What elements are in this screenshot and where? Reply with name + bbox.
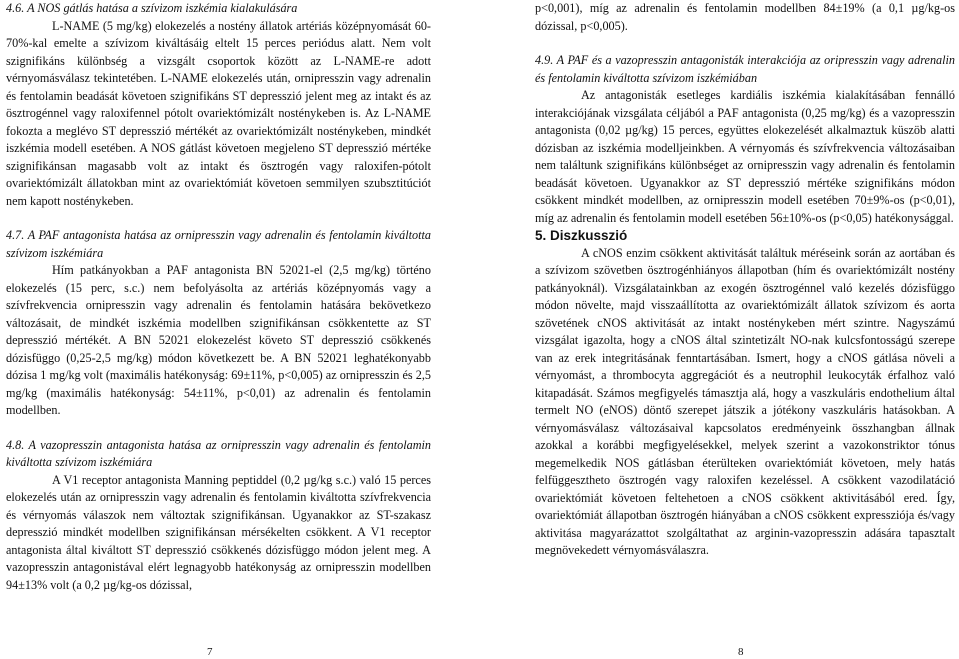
section-4-8-heading: 4.8. A vazopresszin antagonista hatása az ornipresszin vagy adrenalin és fentolamin kiváltotta szívizom iszkémiára	[6, 437, 431, 469]
spacer	[6, 210, 431, 227]
section-4-8-paragraph: A V1 receptor antagonista Manning peptiddel (0,2 µg/kg s.c.) való 15 perces elokezelés után az ornipresszin vagy adrenalin és fentolamin kiváltotta szívfrekvencia és vérnyomás válaszok nem változtak szignifikánsan. Ugyanakkor az ST-szakasz depresszió mindkét modellben szignifikánsan mérsékelten csökkent. A V1 receptor antagonista által kiváltott ST depresszió csökkenés dózisfüggo módon jelent meg. A vazopresszin antagonistával elért legnagyobb hatékonyság az ornipresszin modellben 94±13% volt (a 0,2 µg/kg-os dózissal,	[6, 472, 431, 592]
page-number-right: 8	[738, 646, 744, 658]
continued-paragraph: p<0,001), míg az adrenalin és fentolamin modellben 84±19% (a 0,1 µg/kg-os dózissal, p<0,005).	[535, 1, 955, 33]
page-number-left: 7	[207, 646, 213, 658]
right-page-column	[535, 0, 955, 560]
spacer	[6, 420, 431, 437]
section-4-9-paragraph: Az antagonisták esetleges kardiális iszkémia kialakításában fennálló interakciójának vizsgálata céljából a PAF antagonista (0,25 mg/kg) és a vazopresszin antagonista (0,02 µg/kg) 15 perces, együttes elokezelését alkalmaztuk küszöb alatti dózisban az iszkémia modelljeinkben. A vérnyomás és szívfrekvencia változásaiban nem találtunk szignifikáns különbséget az ornipresszin vagy adrenalin és fentolamin beadását követoen. Ugyanakkor az ST depresszió mértéke szignifikáns módon csökkent mindkét modellben, az ornipresszin modell esetében 70±9%-os (p<0,01), míg az adrenalin és fentolamin modell esetében 56±10%-os (p<0,05) hatékonysággal.	[535, 88, 955, 225]
spacer	[535, 35, 955, 52]
left-page-column	[6, 0, 431, 594]
section-5-paragraph: A cNOS enzim csökkent aktivitását találtuk méréseink során az aortában és a szívizom szövetben ösztrogénhiányos állapotban (hím és ovariektómizált nostény patkányoknál). Vizsgálatainkban az exogén ösztrogénnel való kezelés dózisfüggo módon növelte, majd visszaállította az ovariektómizált állatok szívizom és aorta szövetének cNOS aktivitását az intakt nosténykeben mért szintre. Nagyszámú vizsgálat igazolta, hogy a cNOS által szintetizált NO-nak kulcsfontosságú szerepe van az erek integritásának fenntartásában. Ismert, hogy a cNOS gátlása növeli a vérnyomást, a thrombocyta aggregációt és a neutrophil leukocyták érfalhoz való kitapadását. Számos megfigyelés támasztja alá, hogy a vaszkuláris endothelium által termelt NO (eNOS) döntő szerepet játszik a jótékony vaszkuláris hatásokban. A vérnyomásválasz változásaival kapcsolatos eredményeink összhangban állnak azokkal a korábbi megfigyelésekkel, melyek szerint a vazokonstriktor tónus megemelkedik NOS gátlásban éterülteken ovariektómiát követoen, mely hatás felfüggesztheto ösztrogén vagy raloxifen kezeléssel. A csökkent vazodilatáció ovariektómiát követoen feltehetoen a cNOS csökkent aktivitásából ered. Így, ovariektómiát állapotban ösztrogén hiányában a cNOS csökkent expressziója és/vagy aktivitása magyarázattot szolgáltathat az arginin-vazopresszin adására tapasztalt megnövekedett vérnyomásválaszra.	[535, 245, 955, 557]
section-5-heading: 5. Diszkusszió	[535, 228, 628, 243]
section-4-7-paragraph: Hím patkányokban a PAF antagonista BN 52021-el (2,5 mg/kg) történo elokezelés (15 perc, s.c.) nem befolyásolta az artériás középnyomás vagy a szívfrekvencia ornipresszin vagy adrenalin és fentolamin hatására bekövetkezo változásait, de mindkét iszkémia modellben szignifikánsan csökkentette az ST depresszió mértékét. A BN 52021 elokezelést követo ST depresszió csökkenés dózisfüggo (0,25-2,5 mg/kg) módon következett be. A BN 52021 leghatékonyabb dózisa 1 mg/kg volt (maximális hatékonyság: 69±11%, p<0,005) az ornipresszin és 2,5 mg/kg (maximális hatékonyság: 54±11%, p<0,01) az adrenalin és fentolamin modellben.	[6, 263, 431, 417]
section-4-7-heading: 4.7. A PAF antagonista hatása az ornipresszin vagy adrenalin és fentolamin kiváltotta szívizom iszkémiára	[6, 228, 431, 260]
section-4-6-heading: 4.6. A NOS gátlás hatása a szívizom iszkémia kialakulására	[6, 1, 298, 15]
section-4-9-heading: 4.9. A PAF és a vazopresszin antagonisták interakciója az oripresszin vagy adrenalin és fentolamin kiváltotta szívizom iszkémiában	[535, 53, 955, 85]
section-4-6-paragraph: L-NAME (5 mg/kg) elokezelés a nostény állatok artériás középnyomását 60-70%-kal emelte a szívizom kiváltásáig eltelt 15 perces periódus alatt. Nem volt szignifikáns különbség a vizsgált csoportok között az L-NAME-re adott vérnyomásválasz tekintetében. L-NAME elokezelés után, ornipresszin vagy adrenalin és fentolamin beadását követoen szignifikáns ST depresszió jelent meg az intakt és az ösztrogénnel vagy raloxifennel pótolt ovariektómizált nosténykeben is. Az L-NAME fokozta a meglévo ST depresszió mértékét az ovariektómizált nosténykeben, mindkét iszkémia modell esetében. A NOS gátlást követoen megjeleno ST depresszió mértéke szignifikánsan magasabb volt az intakt és ösztrogén vagy raloxifen-pótolt ovariektómizált állatokban mint az ovariektómiát követoen semmilyen szubsztitúciót nem kapott nosténykeben.	[6, 18, 431, 208]
